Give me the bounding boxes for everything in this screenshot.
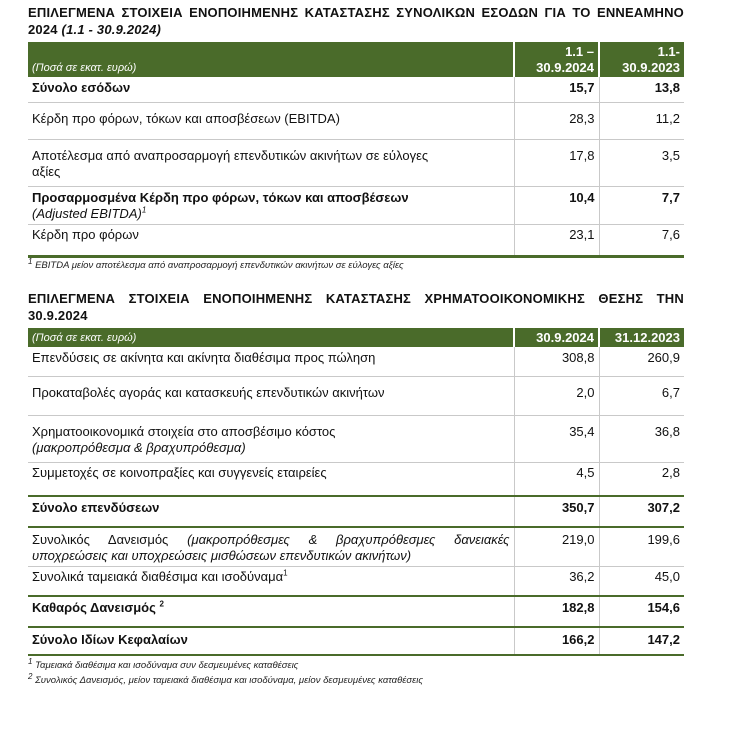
income-col1-header-line1: 1.1 – xyxy=(565,44,594,59)
table-row xyxy=(28,77,684,103)
row-value-2023: 7,7 xyxy=(599,187,684,225)
table-row xyxy=(28,627,684,655)
position-table-header xyxy=(28,328,684,347)
table-row xyxy=(28,140,684,187)
section2-title-line1: ΕΠΙΛΕΓΜΕΝΑ ΣΤΟΙΧΕΙΑ ΕΝΟΠΟΙΗΜΕΝΗΣ ΚΑΤΑΣΤΑΣΗΣ ΧΡΗΜΑΤΟΟΙΚΟΝΟΜΙΚΗΣ ΘΕΣΗΣ ΤΗΝ xyxy=(28,291,684,306)
row-value-2024: 36,2 xyxy=(514,567,599,597)
income-footnote xyxy=(28,256,684,272)
row-value-2023: 6,7 xyxy=(599,377,684,416)
position-footnote-2 xyxy=(28,671,684,687)
table-row xyxy=(28,527,684,567)
section2-title xyxy=(28,290,684,324)
section2-title-line2: 30.9.2024 xyxy=(28,308,88,323)
income-col2-header xyxy=(599,42,684,77)
row-label: Αποτέλεσμα από αναπροσαρμογή επενδυτικών ακινήτων σε εύλογες αξίες xyxy=(28,140,514,187)
row-value-2023: 45,0 xyxy=(599,567,684,597)
income-unit-label: (Ποσά σε εκατ. ευρώ) xyxy=(28,42,514,77)
income-table-header xyxy=(28,42,684,77)
row-value-2023: 3,5 xyxy=(599,140,684,187)
footnote-marker: 1 xyxy=(283,568,288,578)
row-value-2024: 2,0 xyxy=(514,377,599,416)
footnote-marker: 2 xyxy=(28,671,33,681)
row-label-total-borrowing xyxy=(28,527,514,567)
row-label-main: Χρηματοοικονομικά στοιχεία στο αποσβέσιμο κόστος xyxy=(32,424,336,439)
row-label-italic: (Adjusted EBITDA) xyxy=(32,206,142,221)
row-label-financial-assets xyxy=(28,416,514,463)
row-value-2024: 35,4 xyxy=(514,416,599,463)
footnote-marker: 1 xyxy=(141,205,147,215)
row-value-2023: 13,8 xyxy=(599,77,684,103)
income-col2-header-line1: 1.1- xyxy=(657,44,680,59)
row-value-2024: 308,8 xyxy=(514,347,599,377)
row-value-2024: 182,8 xyxy=(514,596,599,627)
row-value-2024: 350,7 xyxy=(514,496,599,527)
row-label-cash xyxy=(28,567,514,597)
section1-subtitle: (1.1 - 30.9.2024) xyxy=(61,22,162,37)
row-value-2023: 36,8 xyxy=(599,416,684,463)
table-row xyxy=(28,567,684,597)
row-value-2024: 166,2 xyxy=(514,627,599,655)
row-value-2023: 147,2 xyxy=(599,627,684,655)
footnote-marker: 1 xyxy=(28,256,33,266)
income-table xyxy=(28,42,684,255)
row-label-italic: (μακροπρόθεσμα & βραχυπρόθεσμα) xyxy=(32,440,246,455)
row-label-main: Προσαρμοσμένα Κέρδη προ φόρων, τόκων και αποσβέσεων xyxy=(32,190,409,205)
row-label: Συμμετοχές σε κοινοπραξίες και συγγενείς εταιρείες xyxy=(32,465,327,480)
footnote-text: Ταμειακά διαθέσιμα και ισοδύναμα συν δεσμευμένες καταθέσεις xyxy=(35,660,299,671)
footnote-text: Συνολικός Δανεισμός, μείον ταμειακά διαθέσιμα και ισοδύναμα, μείον δεσμευμένες καταθέσεις xyxy=(35,675,424,686)
row-value-2024: 15,7 xyxy=(514,77,599,103)
position-col2-header: 31.12.2023 xyxy=(599,328,684,347)
row-label-net-borrowing xyxy=(28,596,514,627)
row-label: Επενδύσεις σε ακίνητα και ακίνητα διαθέσιμα προς πώληση xyxy=(28,347,514,377)
income-table-bottom-rule xyxy=(28,255,684,258)
row-label-italic: (μακροπρόθεσμες & βραχυπρόθεσμες δανειακές υποχρεώσεις και υποχρεώσεις μισθώσεων επενδυτικών ακινήτων) xyxy=(32,532,510,563)
row-value-2024: 17,8 xyxy=(514,140,599,187)
footnote-marker: 1 xyxy=(28,656,33,666)
table-row xyxy=(28,596,684,627)
row-value-2023: 199,6 xyxy=(599,527,684,567)
table-row xyxy=(28,103,684,140)
row-label: Κέρδη προ φόρων xyxy=(32,227,139,242)
footnote-text: EBITDA μείον αποτέλεσμα από αναπροσαρμογή επενδυτικών ακινήτων σε εύλογες αξίες xyxy=(35,260,404,271)
row-value-2024: 23,1 xyxy=(514,225,599,256)
section1-title xyxy=(28,4,684,38)
row-value-2023: 11,2 xyxy=(599,103,684,140)
table-row xyxy=(28,187,684,225)
table-row xyxy=(28,347,684,377)
row-value-2024: 28,3 xyxy=(514,103,599,140)
row-label: Σύνολο επενδύσεων xyxy=(28,496,514,527)
row-value-2023: 260,9 xyxy=(599,347,684,377)
row-label-main: Καθαρός Δανεισμός xyxy=(32,600,160,615)
row-value-2023: 154,6 xyxy=(599,596,684,627)
financial-position-table xyxy=(28,328,684,656)
table-row xyxy=(28,463,684,497)
row-value-2024: 4,5 xyxy=(514,463,599,497)
table-row xyxy=(28,496,684,527)
row-label: Κέρδη προ φόρων, τόκων και αποσβέσεων (EBITDA) xyxy=(28,103,514,140)
row-value-2023: 2,8 xyxy=(599,463,684,497)
row-value-2023: 7,6 xyxy=(599,225,684,256)
income-col1-header-line2: 30.9.2024 xyxy=(536,60,594,75)
row-label: Σύνολο Ιδίων Κεφαλαίων xyxy=(28,627,514,655)
table-row xyxy=(28,225,684,256)
position-footnote-1 xyxy=(28,656,684,672)
position-col1-header: 30.9.2024 xyxy=(514,328,599,347)
table-row xyxy=(28,377,684,416)
row-label-main: Συνολικά ταμειακά διαθέσιμα και ισοδύναμα xyxy=(32,569,284,584)
row-label: Σύνολο εσόδων xyxy=(28,77,514,103)
row-label-adjusted-ebitda xyxy=(28,187,514,225)
income-col1-header xyxy=(514,42,599,77)
position-unit-label: (Ποσά σε εκατ. ευρώ) xyxy=(28,328,514,347)
row-value-2023: 307,2 xyxy=(599,496,684,527)
section1-title-text: ΕΠΙΛΕΓΜΕΝΑ ΣΤΟΙΧΕΙΑ ΕΝΟΠΟΙΗΜΕΝΗΣ ΚΑΤΑΣΤΑΣΗΣ ΣΥΝΟΛΙΚΩΝ ΕΣΟΔΩΝ ΓΙΑ ΤΟ ΕΝΝΕΑΜΗΝΟ 2024 xyxy=(28,5,684,37)
table-row xyxy=(28,416,684,463)
document-page xyxy=(28,4,684,687)
footnote-marker: 2 xyxy=(159,599,164,609)
row-value-2024: 219,0 xyxy=(514,527,599,567)
row-value-2024: 10,4 xyxy=(514,187,599,225)
income-col2-header-line2: 30.9.2023 xyxy=(622,60,680,75)
row-label: Προκαταβολές αγοράς και κατασκευής επενδυτικών ακινήτων xyxy=(28,377,514,416)
row-label-main: Συνολικός Δανεισμός xyxy=(32,532,169,547)
